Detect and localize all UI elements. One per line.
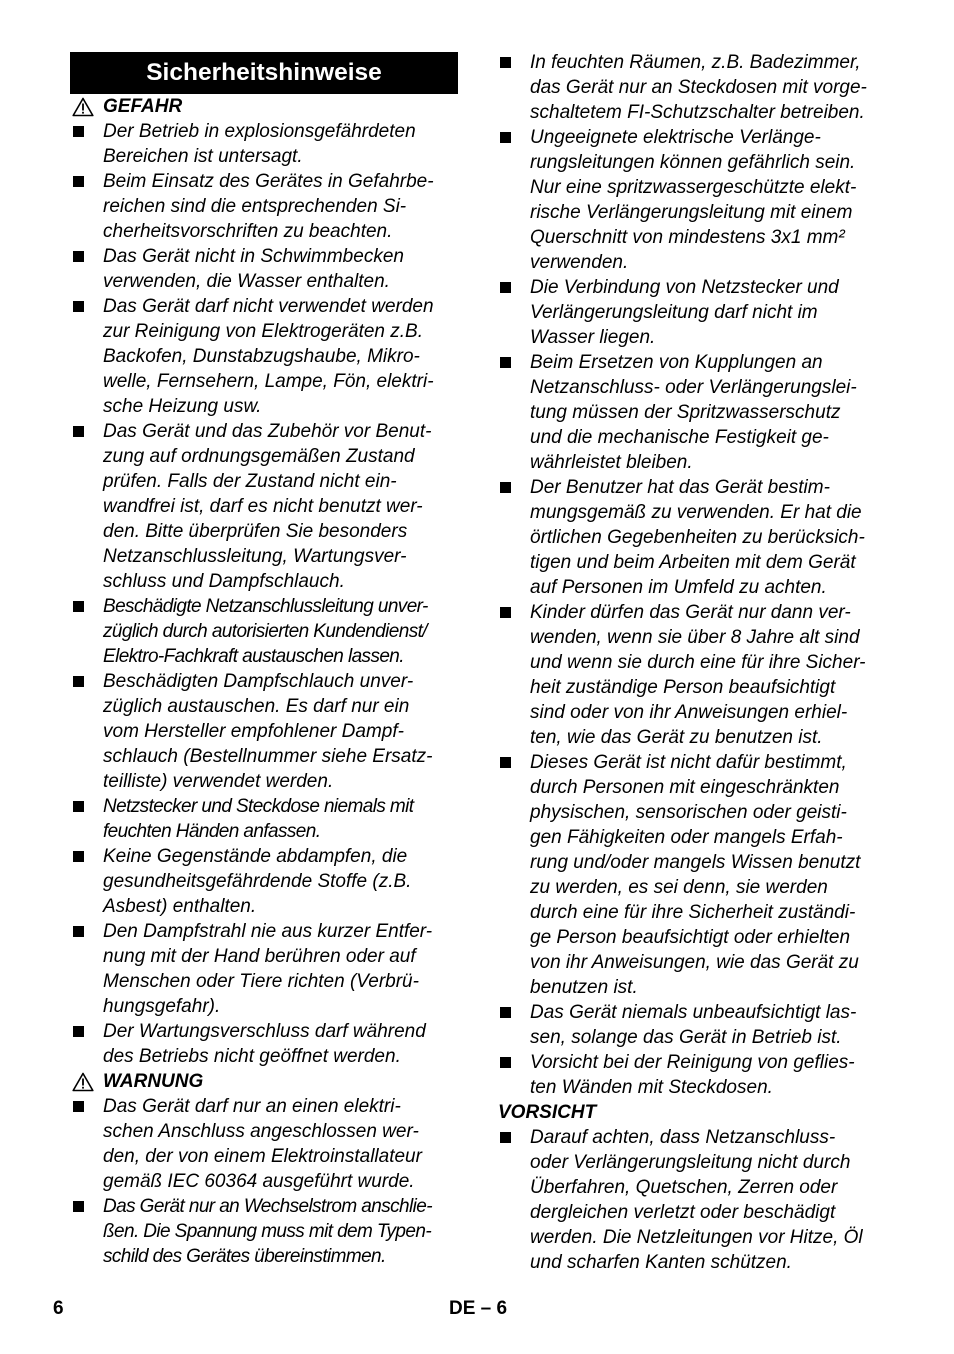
danger-label: GEFAHR [103,96,183,117]
bullet-square-icon [500,132,511,143]
danger-item [70,419,462,594]
warning-item [70,1094,462,1194]
danger-item-text: Netzstecker und Steckdose niemals mit feuchten Händen anfassen. [103,796,414,842]
bullet-square-icon [500,282,511,293]
danger-item-text: Das Gerät nicht in Schwimmbecken verwenden, die Wasser enthalten. [103,246,404,292]
page-code: DE – 6 [449,1298,508,1319]
warning-item [497,1000,897,1050]
bullet-square-icon [500,57,511,68]
danger-item [70,794,462,844]
danger-item [70,594,462,669]
warning-item-text: Beim Ersetzen von Kupplungen an Netzanschluss- oder Verlängerungslei- tung müssen der Spritzwasserschutz und die mechanische Festigkeit ge- währleistet bleiben. [530,352,857,473]
bullet-square-icon [73,1026,84,1037]
caution-item [497,1125,897,1275]
warning-item [497,125,897,275]
bullet-square-icon [73,601,84,612]
danger-item-text: Beim Einsatz des Gerätes in Gefahrbe- reichen sind die entsprechenden Si- cherheitsvorschriften zu beachten. [103,171,434,242]
bullet-square-icon [73,676,84,687]
warning-triangle-icon [72,97,94,117]
danger-item-text: Das Gerät und das Zubehör vor Benut- zung auf ordnungsgemäßen Zustand prüfen. Falls der Zustand nicht ein- wandfrei ist, darf es nicht benutzt wer- den. Bitte überprüfen Sie besonders Netzanschlussleitung, Wartungsver- schluss und Dampfschlauch. [103,421,432,592]
bullet-square-icon [73,1101,84,1112]
bullet-square-icon [500,757,511,768]
danger-item [70,294,462,419]
bullet-square-icon [500,357,511,368]
warning-item-text: Kinder dürfen das Gerät nur dann ver- wenden, wenn sie über 8 Jahre alt sind und wenn sie durch eine für ihre Sicher- heit zuständige Person beaufsichtigt sind oder von ihr Anweisungen erhiel- ten, wie das Gerät zu benutzen ist. [530,602,866,748]
bullet-square-icon [500,482,511,493]
bullet-square-icon [500,1007,511,1018]
warning-item [497,350,897,475]
bullet-square-icon [500,607,511,618]
warning-item [70,1194,462,1269]
caution-heading: VORSICHT [498,1102,597,1123]
left-column [70,50,462,1269]
warning-item [497,600,897,750]
warning-heading [70,1069,462,1094]
bullet-square-icon [73,176,84,187]
bullet-square-icon [73,301,84,312]
danger-item-text: Das Gerät darf nicht verwendet werden zur Reinigung von Elektrogeräten z.B. Backofen, Dunstabzugshaube, Mikro- welle, Fernsehern, Lampe, Fön, elektri- sche Heizung usw. [103,296,434,417]
danger-item [70,844,462,919]
warning-item [497,1050,897,1100]
warning-item-text: Das Gerät nur an Wechselstrom anschlie- ßen. Die Spannung muss mit dem Typen- schild des Gerätes übereinstimmen. [103,1196,432,1267]
danger-item [70,1019,462,1069]
bullet-square-icon [73,126,84,137]
danger-item [70,919,462,1019]
warning-item-text: Das Gerät niemals unbeaufsichtigt las- sen, solange das Gerät in Betrieb ist. [530,1002,857,1048]
section-title: Sicherheitshinweise [70,52,458,94]
warning-label: WARNUNG [103,1071,204,1092]
right-column [497,50,897,1275]
warning-item [497,275,897,350]
warning-item [497,50,897,125]
caution-item-text: Darauf achten, dass Netzanschluss- oder Verlängerungsleitung nicht durch Überfahren, Quetschen, Zerren oder dergleichen verletzt oder beschädigt werden. Die Netzleitungen vor Hitze, Öl und scharfen Kanten schützen. [530,1127,863,1273]
danger-item-text: Beschädigte Netzanschlussleitung unver- züglich durch autorisierten Kundendienst/ Elektro-Fachkraft austauschen lassen. [103,596,428,667]
danger-item [70,169,462,244]
warning-item [497,750,897,1000]
warning-item-text: Die Verbindung von Netzstecker und Verlängerungsleitung darf nicht im Wasser liegen. [530,277,839,348]
page-number: 6 [53,1298,64,1319]
bullet-square-icon [73,1201,84,1212]
bullet-square-icon [73,801,84,812]
danger-item-text: Den Dampfstrahl nie aus kurzer Entfer- nung mit der Hand berühren oder auf Menschen oder Tiere richten (Verbrü- hungsgefahr). [103,921,433,1017]
warning-item-text: Das Gerät darf nur an einen elektri- schen Anschluss angeschlossen wer- den, der von einem Elektroinstallateur gemäß IEC 60364 ausgeführt wurde. [103,1096,422,1192]
bullet-square-icon [73,426,84,437]
warning-triangle-icon [72,1072,94,1092]
danger-item-text: Beschädigten Dampfschlauch unver- züglich austauschen. Es darf nur ein vom Hersteller empfohlener Dampf- schlauch (Bestellnummer siehe Ersatz- teilliste) verwendet werden. [103,671,433,792]
warning-item-text: Dieses Gerät ist nicht dafür bestimmt, durch Personen mit eingeschränkten physischen, sensorischen oder geisti- gen Fähigkeiten oder mangels Erfah- rung und/oder mangels Wissen benutzt zu werden, es sei denn, sie werden durch eine für ihre Sicherheit zuständi- ge Person beaufsichtigt oder erhielten von ihr Anweisungen, wie das Gerät zu benutzen ist. [530,752,861,998]
danger-item-text: Der Betrieb in explosionsgefährdeten Bereichen ist untersagt. [103,121,416,167]
bullet-square-icon [500,1132,511,1143]
warning-item [497,475,897,600]
warning-item-text: Der Benutzer hat das Gerät bestim- mungsgemäß zu verwenden. Er hat die örtlichen Gegebenheiten zu berücksich- tigen und beim Arbeiten mit dem Gerät auf Personen im Umfeld zu achten. [530,477,865,598]
bullet-square-icon [73,251,84,262]
bullet-square-icon [73,926,84,937]
danger-item [70,244,462,294]
danger-item-text: Keine Gegenstände abdampfen, die gesundheitsgefährdende Stoffe (z.B. Asbest) enthalten. [103,846,412,917]
danger-item-text: Der Wartungsverschluss darf während des Betriebs nicht geöffnet werden. [103,1021,426,1067]
danger-heading [70,94,462,119]
bullet-square-icon [500,1057,511,1068]
bullet-square-icon [73,851,84,862]
warning-item-text: Ungeeignete elektrische Verlänge- rungsleitungen können gefährlich sein. Nur eine spritzwassergeschützte elekt- rische Verlängerungsleitung mit einem Querschnitt von mindestens 3x1 mm² verwenden. [530,127,857,273]
danger-item [70,119,462,169]
warning-item-text: Vorsicht bei der Reinigung von geflies- ten Wänden mit Steckdosen. [530,1052,855,1098]
danger-item [70,669,462,794]
warning-item-text: In feuchten Räumen, z.B. Badezimmer, das Gerät nur an Steckdosen mit vorge- schaltetem FI-Schutzschalter betreiben. [530,52,867,123]
